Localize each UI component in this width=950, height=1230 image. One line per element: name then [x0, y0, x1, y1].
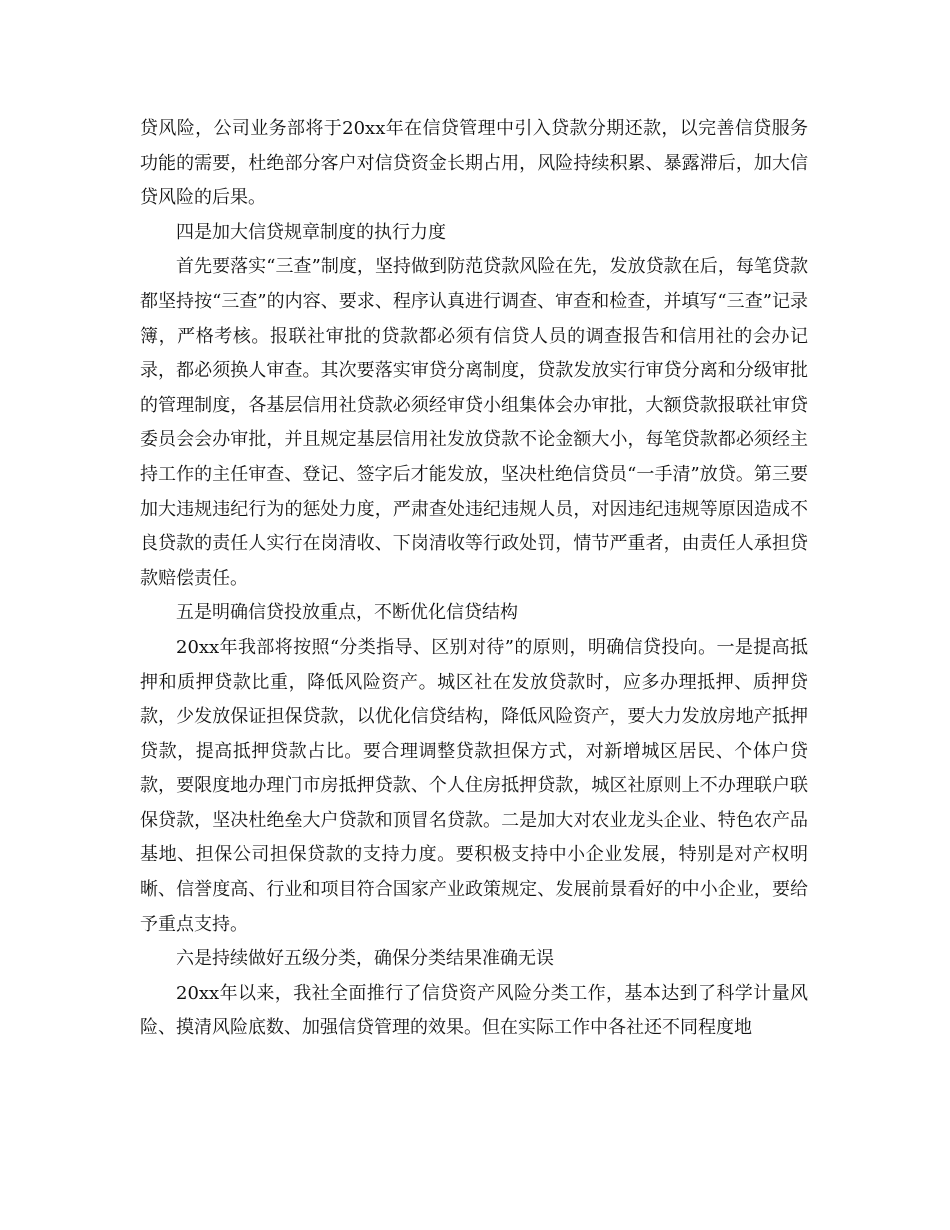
document-body [140, 112, 808, 1046]
paragraph-section-5: 20xx年我部将按照“分类指导、区别对待”的原则，明确信贷投向。一是提高抵押和质押贷款比重，降低风险资产。城区社在发放贷款时，应多办理抵押、质押贷款，少发放保证担保贷款，以优化信贷结构，降低风险资产，要大力发放房地产抵押贷款，提高抵押贷款占比。要合理调整贷款担保方式，对新增城区居民、个体户贷款，要限度地办理门市房抵押贷款、个人住房抵押贷款，城区社原则上不办理联户联保贷款，坚决杜绝垒大户贷款和顶冒名贷款。二是加大对农业龙头企业、特色农产品基地、担保公司担保贷款的支持力度。要积极支持中小企业发展，特别是对产权明晰、信誉度高、行业和项目符合国家产业政策规定、发展前景看好的中小企业，要给予重点支持。 [140, 636, 808, 935]
paragraph-section-4: 首先要落实“三查”制度，坚持做到防范贷款风险在先，发放贷款在后，每笔贷款都坚持按“三查”的内容、要求、程序认真进行调查、审查和检查，并填写“三查”记录簿，严格考核。报联社审批的贷款都必须有信贷人员的调查报告和信用社的会办记录，都必须换人审查。其次要落实审贷分离制度，贷款发放实行审贷分离和分级审批的管理制度，各基层信用社贷款必须经审贷小组集体会办审批，大额贷款报联社审贷委员会会办审批，并且规定基层信用社发放贷款不论金额大小，每笔贷款都必须经主持工作的主任审查、登记、签字后才能发放，坚决杜绝信贷员“一手清”放贷。第三要加大违规违纪行为的惩处力度，严肃查处违纪违规人员，对因违纪违规等原因造成不良贷款的责任人实行在岗清收、下岗清收等行政处罚，情节严重者，由责任人承担贷款赔偿责任。 [140, 256, 808, 589]
section-heading-5: 五是明确信贷投放重点，不断优化信贷结构 [176, 602, 518, 624]
paragraph-section-6: 20xx年以来，我社全面推行了信贷资产风险分类工作，基本达到了科学计量风险、摸清风险底数、加强信贷管理的效果。但在实际工作中各社还不同程度地 [140, 982, 808, 1039]
section-heading-4: 四是加大信贷规章制度的执行力度 [176, 221, 446, 243]
section-heading-6: 六是持续做好五级分类，确保分类结果准确无误 [176, 948, 554, 970]
paragraph-continuation: 贷风险，公司业务部将于20xx年在信贷管理中引入贷款分期还款，以完善信贷服务功能的需要，杜绝部分客户对信贷资金长期占用，风险持续积累、暴露滞后，加大信贷风险的后果。 [140, 118, 808, 209]
